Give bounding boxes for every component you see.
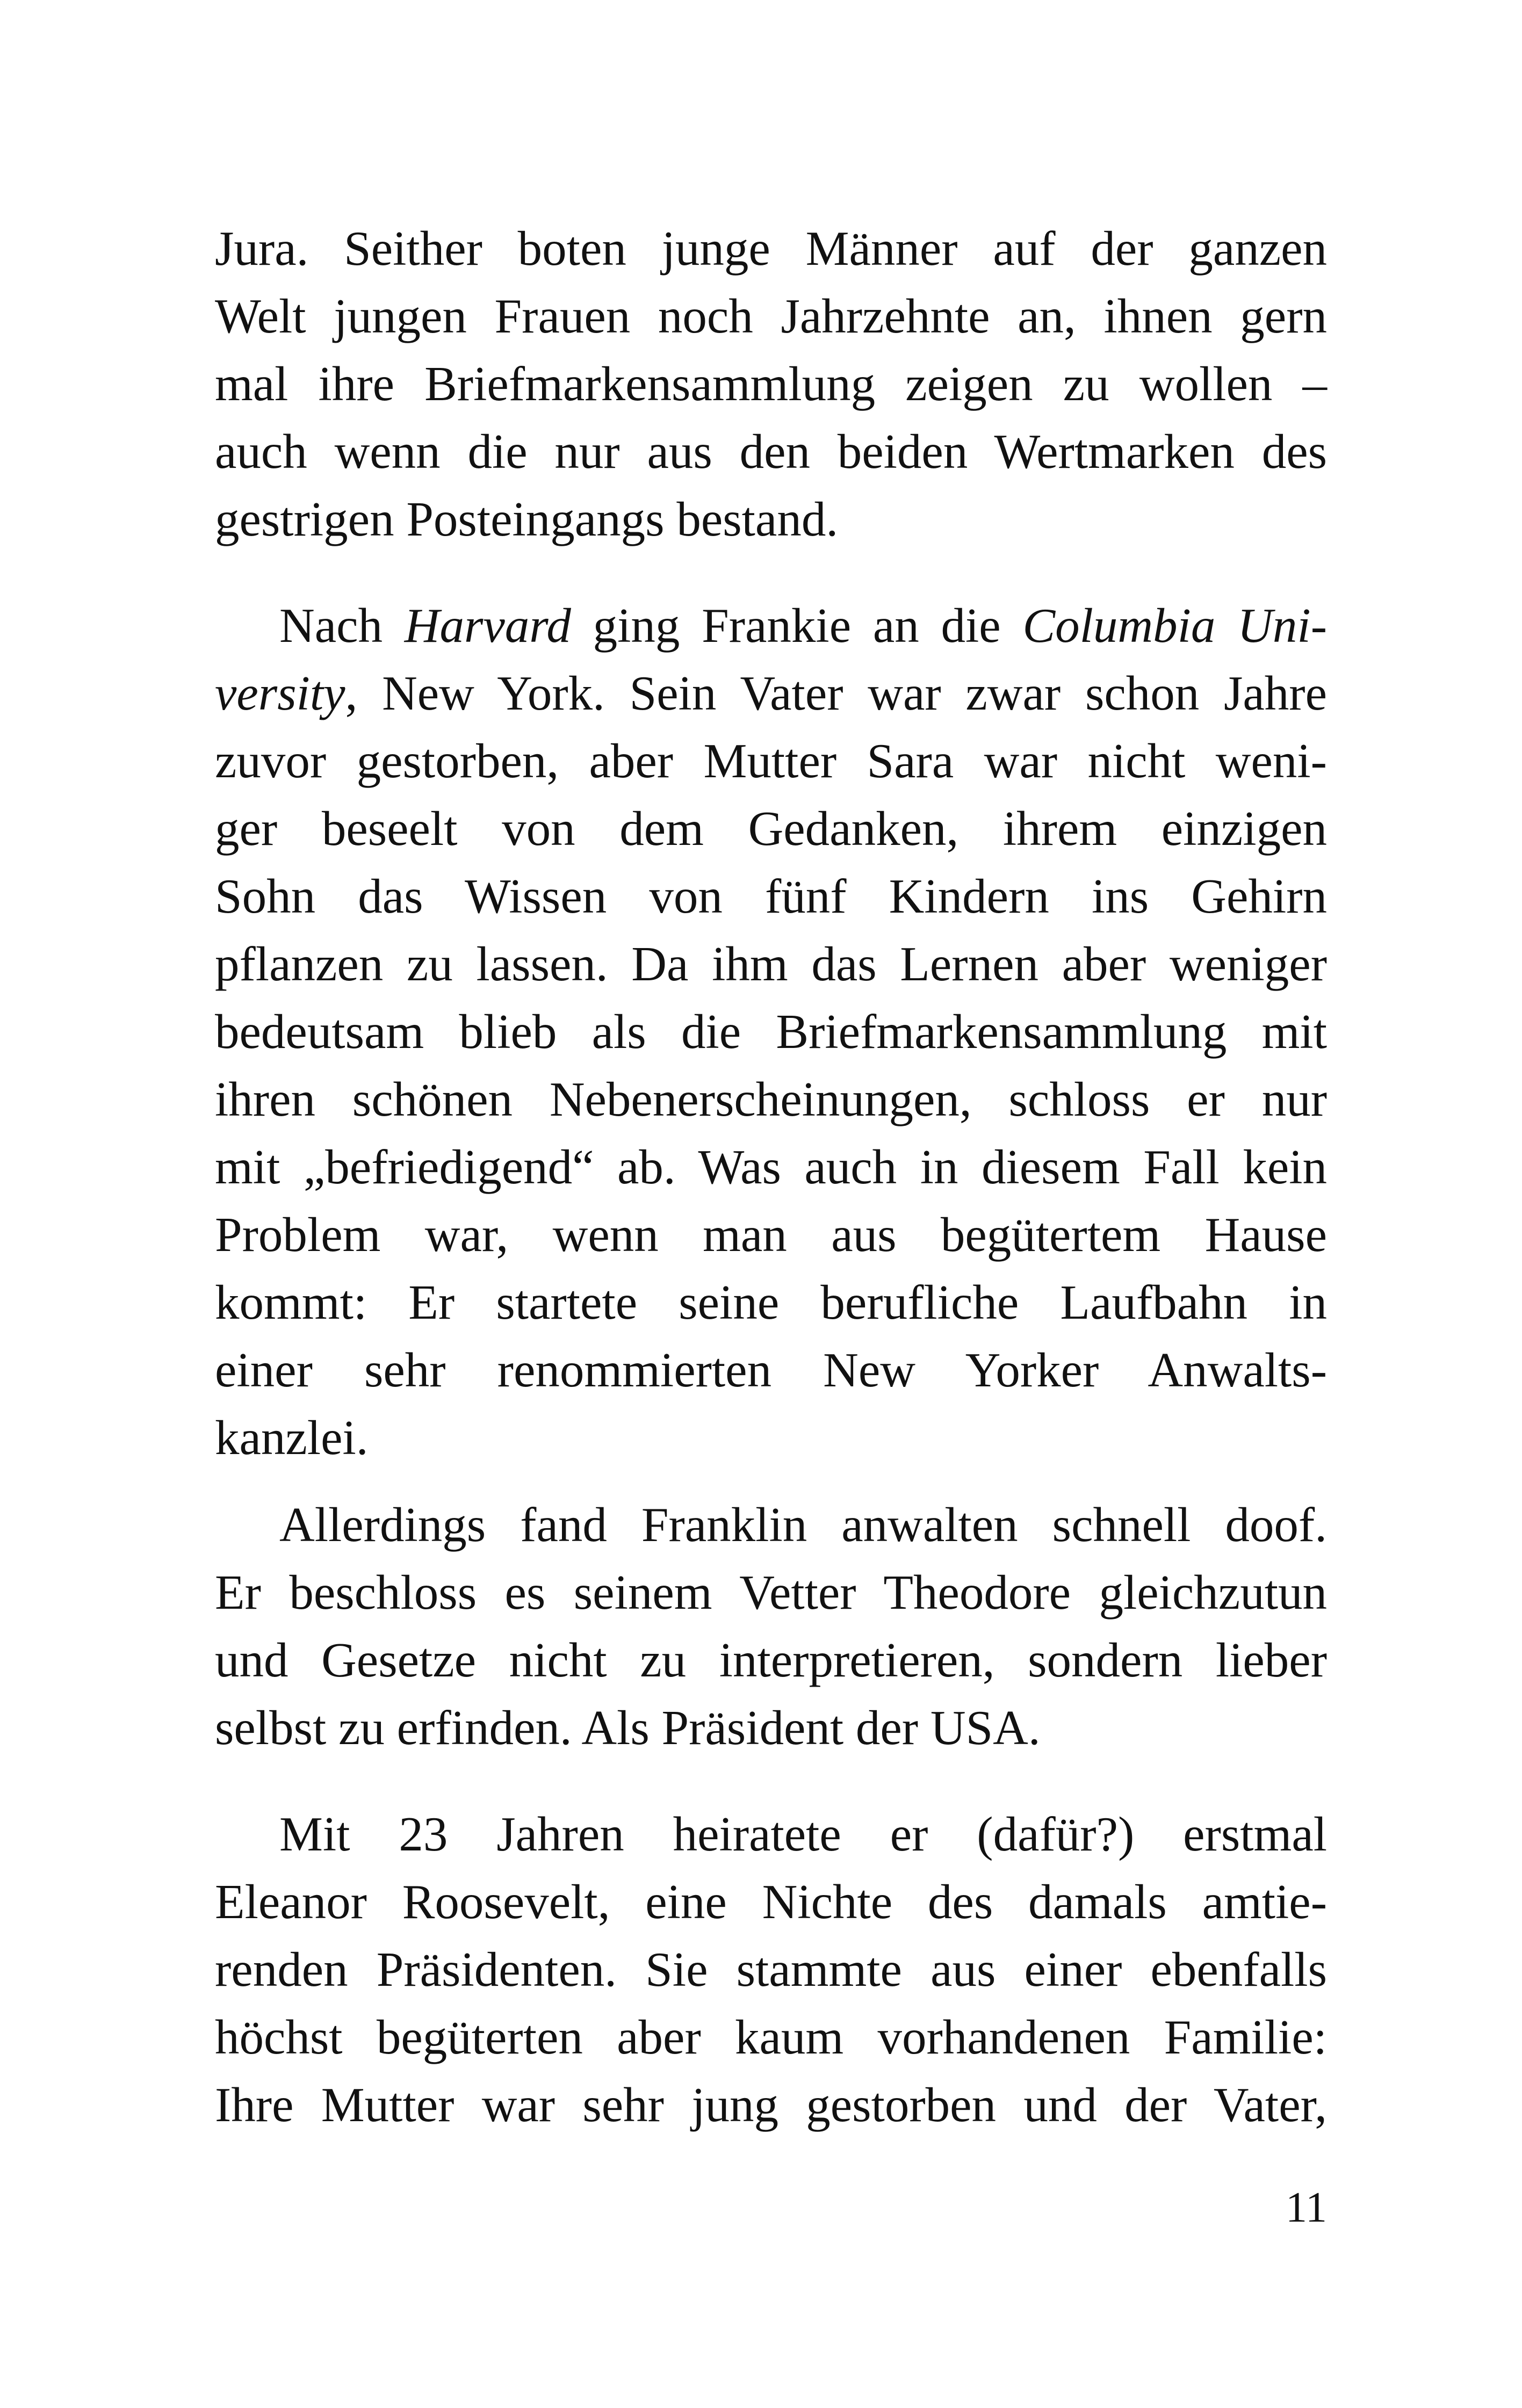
paragraph-2 <box>215 592 1327 1472</box>
text-run: , New York. Sein Vater war zwar schon Jahre <box>345 666 1327 720</box>
text-line: und Gesetze nicht zu interpretieren, sondern lieber <box>215 1633 1327 1687</box>
paragraph-spacer <box>215 1472 1327 1491</box>
text-line: kanzlei. <box>215 1411 369 1465</box>
page-number: 11 <box>1285 2184 1327 2231</box>
text-line: einer sehr renommierten New Yorker Anwalts- <box>215 1343 1327 1397</box>
paragraph-spacer <box>215 553 1327 592</box>
text-line: Jura. Seither boten junge Männer auf der ganzen <box>215 221 1327 276</box>
italic-run: Columbia Uni- <box>1022 598 1327 653</box>
italic-run: Harvard <box>404 598 571 653</box>
paragraph-1 <box>215 215 1327 553</box>
text-run: ging Frankie an die <box>571 598 1023 653</box>
paragraph-spacer <box>215 1762 1327 1800</box>
text-line: kommt: Er startete seine berufliche Laufbahn in <box>215 1275 1327 1329</box>
text-line: Problem war, wenn man aus begütertem Hause <box>215 1207 1327 1262</box>
text-line <box>215 592 1327 660</box>
text-line: pflanzen zu lassen. Da ihm das Lernen aber weniger <box>215 937 1327 991</box>
paragraph-4 <box>215 1800 1327 2139</box>
text-run: Nach <box>279 598 405 653</box>
text-line: gestrigen Posteingangs bestand. <box>215 492 839 546</box>
text-line: mit „befriedigend“ ab. Was auch in diesem Fall kein <box>215 1140 1327 1194</box>
text-line: Er beschloss es seinem Vetter Theodore gleichzutun <box>215 1565 1327 1619</box>
italic-run: versity <box>215 666 345 720</box>
text-line: mal ihre Briefmarkensammlung zeigen zu wollen – <box>215 357 1327 411</box>
text-line: ger beseelt von dem Gedanken, ihrem einzigen <box>215 801 1327 856</box>
text-line: Allerdings fand Franklin anwalten schnell doof. <box>279 1498 1327 1552</box>
text-line: renden Präsidenten. Sie stammte aus einer ebenfalls <box>215 1942 1327 1997</box>
text-line: Mit 23 Jahren heiratete er (dafür?) erstmal <box>279 1807 1327 1861</box>
text-line: zuvor gestorben, aber Mutter Sara war nicht weni- <box>215 734 1327 788</box>
text-line: Ihre Mutter war sehr jung gestorben und der Vater, <box>215 2078 1327 2132</box>
text-line: bedeutsam blieb als die Briefmarkensammlung mit <box>215 1004 1327 1059</box>
text-line: selbst zu erfinden. Als Präsident der USA. <box>215 1701 1041 1755</box>
text-line: Welt jungen Frauen noch Jahrzehnte an, ihnen gern <box>215 289 1327 343</box>
text-line: höchst begüterten aber kaum vorhandenen Familie: <box>215 2010 1327 2064</box>
text-line: Sohn das Wissen von fünf Kindern ins Gehirn <box>215 869 1327 923</box>
text-line: ihren schönen Nebenerscheinungen, schloss er nur <box>215 1072 1327 1126</box>
text-line <box>215 660 1327 727</box>
paragraph-3 <box>215 1491 1327 1762</box>
text-line: auch wenn die nur aus den beiden Wertmarken des <box>215 424 1327 479</box>
text-line: Eleanor Roosevelt, eine Nichte des damals amtie- <box>215 1875 1327 1929</box>
book-page <box>215 215 1327 2139</box>
